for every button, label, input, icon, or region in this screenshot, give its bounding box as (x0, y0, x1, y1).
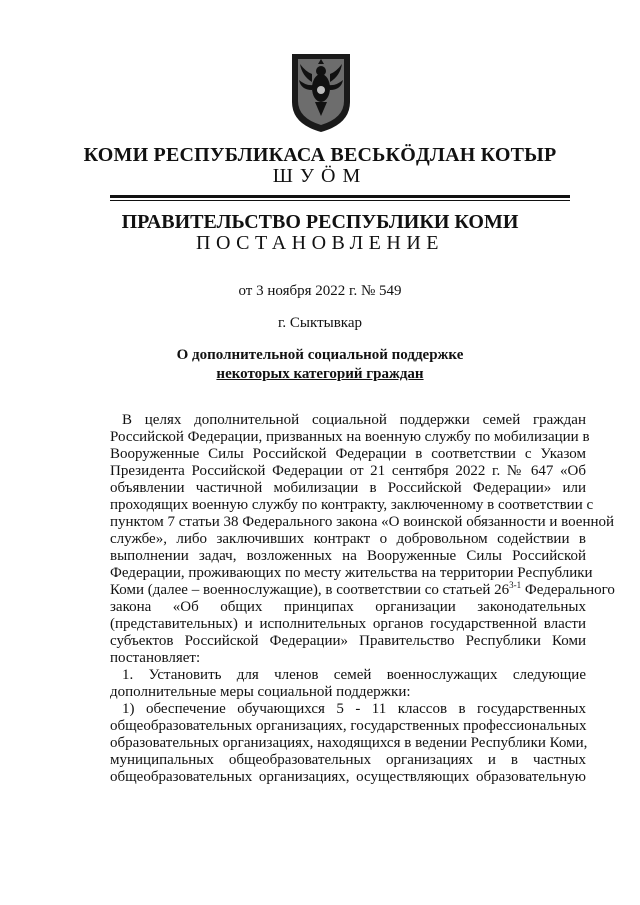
header-ru-line2: ПОСТАНОВЛЕНИЕ (196, 232, 444, 254)
header-komi-line2: ШУӦМ (272, 165, 368, 187)
document-city: г. Сыктывкар (277, 315, 363, 331)
header-komi-line1: КОМИ РЕСПУБЛИКАСА ВЕСЬКӦДЛАН КОТЫР (83, 144, 557, 166)
body-line: постановляет: (110, 650, 201, 666)
header-divider-thin (110, 200, 570, 201)
header-ru-line1: ПРАВИТЕЛЬСТВО РЕСПУБЛИКИ КОМИ (121, 211, 519, 233)
body-line: образовательных организациях, находящихся в ведении Республики Коми, (110, 735, 588, 751)
body-line: Российской Федерации, призванных на военную службу по мобилизации в (110, 429, 590, 445)
article-superscript: 3-1 (509, 580, 522, 590)
document-title-line1: О дополнительной социальной поддержке (176, 347, 464, 363)
body-line: общеобразовательных организациях, осуществляющих образовательную (110, 769, 586, 785)
document-title-line2: некоторых категорий граждан (216, 366, 424, 382)
body-line: В целях дополнительной социальной поддержки семей граждан (122, 412, 586, 428)
body-line: общеобразовательных организациях, государственных профессиональных (110, 718, 587, 734)
body-line: закона «Об общих принципах организации законодательных (110, 599, 586, 615)
body-line: объявлении частичной мобилизации в Российской Федерации» или (110, 480, 586, 496)
coat-of-arms-emblem (288, 50, 354, 134)
body-line-text: Коми (далее – военнослужащие), в соответствии со статьей 26 (110, 582, 510, 598)
body-line: 1) обеспечение обучающихся 5 - 11 классов в государственных (122, 701, 586, 717)
body-line: выполнении задач, возложенных на Вооруженные Силы Российской (110, 548, 586, 564)
body-line: субъектов Российской Федерации» Правительство Республики Коми (110, 633, 586, 649)
body-line: службе», либо заключивших контракт о добровольном содействии в (110, 531, 586, 547)
body-line: проходящих военную службу по контракту, заключенному в соответствии с (110, 497, 594, 513)
body-line: дополнительные меры социальной поддержки: (110, 684, 411, 700)
header-divider-thick (110, 195, 570, 198)
body-line: (представительных) и исполнительных органов государственной власти (110, 616, 586, 632)
body-line-text: Федерального (521, 582, 615, 598)
body-line: муниципальных общеобразовательных организациях и в частных (110, 752, 586, 768)
body-line: 1. Установить для членов семей военнослужащих следующие (122, 667, 586, 683)
body-line: Вооруженные Силы Российской Федерации в соответствии с Указом (110, 446, 586, 462)
document-date-number: от 3 ноября 2022 г. № 549 (238, 283, 402, 299)
body-line (110, 580, 615, 599)
body-line: Президента Российской Федерации от 21 сентября 2022 г. № 647 «Об (110, 463, 586, 479)
body-line: Федерации, проживающих по месту жительства на территории Республики (110, 565, 593, 581)
body-line: пунктом 7 статьи 38 Федерального закона «О воинской обязанности и военной (110, 514, 615, 530)
